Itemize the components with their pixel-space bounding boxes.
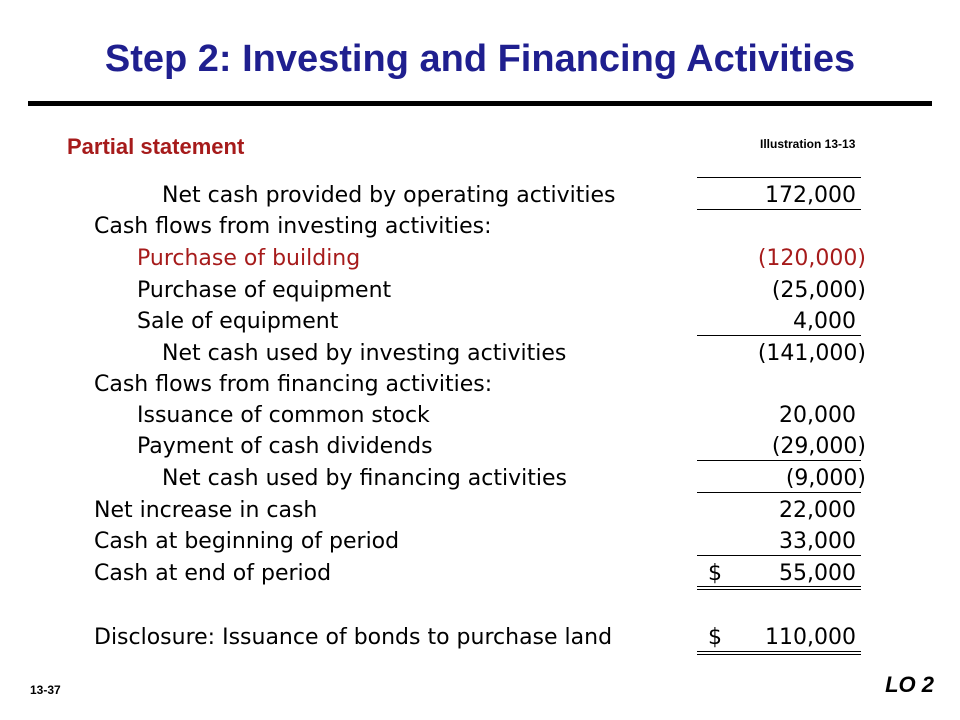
statement-row [0,431,960,463]
currency-symbol: $ [708,625,722,650]
subtotal-rule [697,460,861,461]
subtitle: Partial statement [67,134,245,159]
currency-symbol: $ [708,561,722,586]
title-divider [28,101,932,106]
row-amount: (141,000) [757,341,866,366]
slide-title: Step 2: Investing and Financing Activities [104,38,856,80]
top-rule [697,177,861,178]
row-label: Net cash used by financing activities [162,466,567,491]
row-label: Cash flows from financing activities: [94,372,493,397]
row-amount: 4,000 [793,309,856,334]
row-amount: (25,000) [771,278,866,303]
row-amount: (29,000) [771,434,866,459]
row-amount: (9,000) [785,466,866,491]
row-label: Cash at end of period [94,561,332,586]
statement-row [0,400,960,432]
row-label: Issuance of common stock [137,403,430,428]
row-label: Purchase of building [137,246,361,271]
total-double-rule [697,651,861,655]
statement-row [0,495,960,527]
statement-row [0,338,960,370]
statement-row-highlighted [0,243,960,275]
page-number: 13-37 [30,683,61,697]
statement-row [0,211,960,243]
row-amount: 20,000 [779,403,856,428]
row-amount: 172,000 [765,183,856,208]
statement-row [0,369,960,401]
row-label: Cash at beginning of period [94,529,400,554]
total-double-rule [697,586,861,590]
row-label: Net cash provided by operating activities [162,183,616,208]
disclosure-row [0,622,960,654]
row-label: Payment of cash dividends [137,434,433,459]
subtotal-rule [697,335,861,336]
row-amount: 22,000 [779,498,856,523]
statement-row [0,306,960,338]
row-amount: 55,000 [779,561,856,586]
learning-objective-tag: LO 2 [885,672,934,697]
statement-row [0,526,960,558]
row-label: Purchase of equipment [137,278,392,303]
row-label: Net increase in cash [94,498,318,523]
row-label: Sale of equipment [137,309,339,334]
statement-row [0,180,960,212]
disclosure-amount: 110,000 [765,625,856,650]
row-label: Cash flows from investing activities: [94,214,492,239]
subtotal-rule [697,555,861,556]
row-label: Net cash used by investing activities [162,341,567,366]
subtotal-rule [697,492,861,493]
subtotal-rule [697,209,861,210]
disclosure-label: Disclosure: Issuance of bonds to purchase land [94,625,613,650]
statement-row [0,463,960,495]
illustration-label: Illustration 13-13 [760,137,856,151]
statement-row [0,275,960,307]
row-amount: 33,000 [779,529,856,554]
row-amount: (120,000) [757,246,866,271]
